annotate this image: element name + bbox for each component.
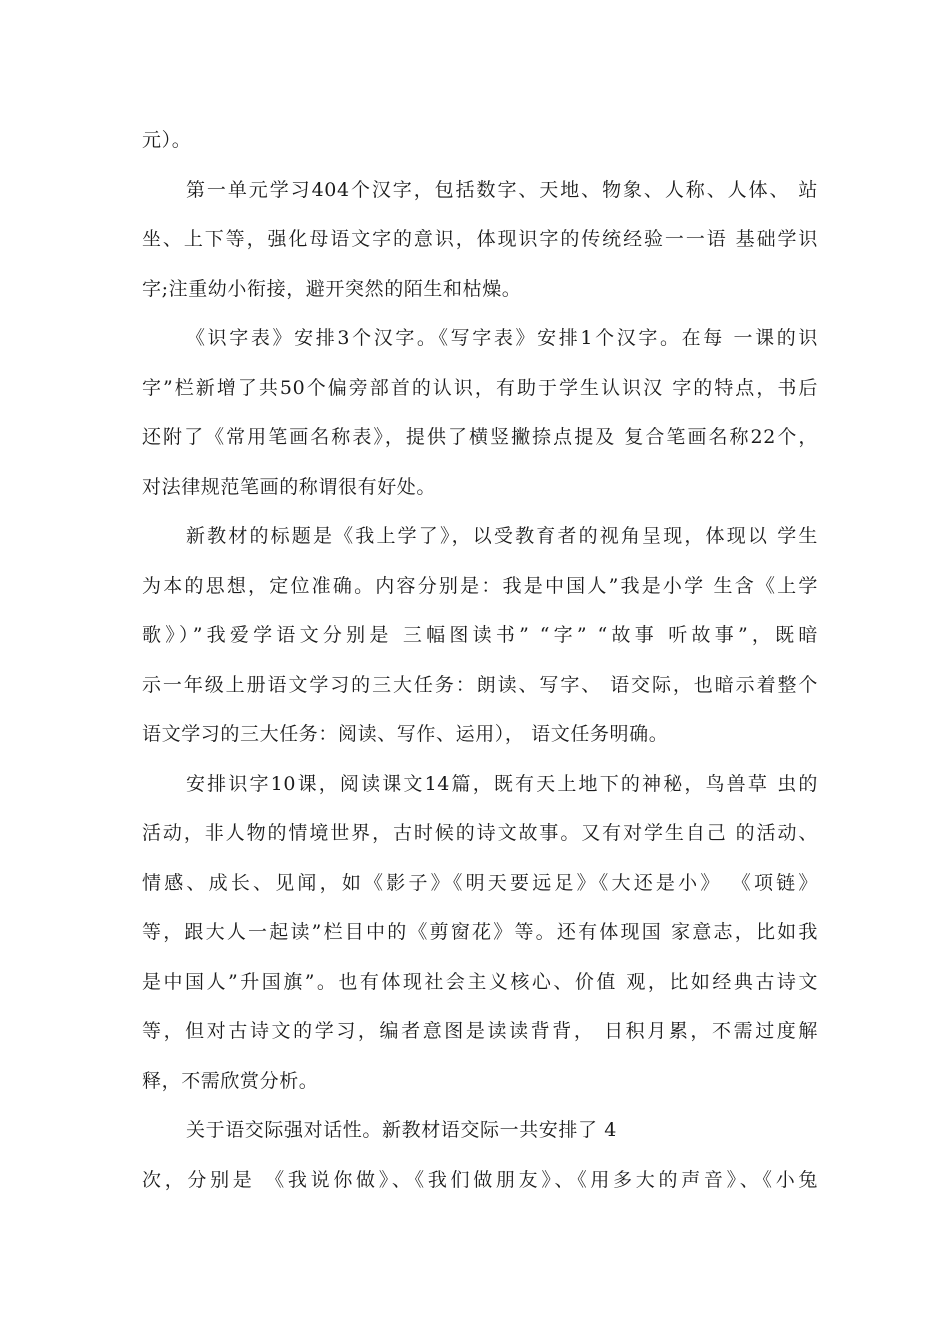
- text-line: 对法律规范笔画的称谓很有好处。: [142, 475, 437, 498]
- text-line: 释，不需欣赏分析。: [142, 1069, 319, 1092]
- text-line: 安排识字10课，阅读课文14篇，既有天上地下的神秘，鸟兽草 虫的: [186, 772, 818, 795]
- text-line: 坐、上下等，强化母语文字的意识，体现识字的传统经验一一语 基础学识: [142, 228, 818, 250]
- text-line: 活动，非人物的情境世界，古时候的诗文故事。又有对学生自己 的活动、: [142, 822, 818, 844]
- text-line: 元）。: [142, 129, 192, 151]
- text-line: 等，但对古诗文的学习，编者意图是读读背背， 日积月累，不需过度解: [142, 1020, 818, 1042]
- text-line: 关于语交际强对话性。新教材语交际一共安排了 4: [186, 1119, 617, 1141]
- text-line: 新教材的标题是《我上学了》，以受教育者的视角呈现，体现以 学生: [186, 525, 818, 547]
- text-line: 示一年级上册语文学习的三大任务：朗读、写字、 语交际，也暗示着整个: [142, 673, 818, 696]
- text-line: 字”栏新增了共50个偏旁部首的认识，有助于学生认识汉 字的特点，书后: [142, 376, 818, 399]
- text-line: 字;注重幼小衔接，避开突然的陌生和枯燥。: [142, 277, 522, 300]
- text-line: 是中国人”升国旗”。也有体现社会主义核心、价值 观，比如经典古诗文: [142, 970, 818, 993]
- text-line: 第一单元学习404个汉字，包括数字、天地、物象、人称、人体、 站: [186, 178, 818, 201]
- text-line: 歌》）”我爱学语文分别是 三幅图读书” “字” “故事 听故事”，既暗: [142, 624, 818, 646]
- text-line: 《识字表》安排3个汉字。《写字表》安排1个汉字。在每 一课的识: [186, 327, 818, 349]
- text-line: 次，分别是 《我说你做》、《我们做朋友》、《用多大的声音》、《小兔: [142, 1168, 818, 1191]
- document-body: [142, 116, 818, 1205]
- text-line: 情感、成长、见闻，如《影子》《明天要远足》《大还是小》 《项链》: [142, 871, 818, 894]
- text-line: 还附了《常用笔画名称表》，提供了横竖撇捺点提及 复合笔画名称22个，: [142, 426, 818, 448]
- text-line: 语文学习的三大任务：阅读、写作、运用）， 语文任务明确。: [142, 723, 669, 745]
- text-line: 为本的思想，定位准确。内容分别是：我是中国人”我是小学 生含《上学: [142, 574, 818, 597]
- text-line: 等，跟大人一起读”栏目中的《剪窗花》等。还有体现国 家意志，比如我: [142, 921, 818, 943]
